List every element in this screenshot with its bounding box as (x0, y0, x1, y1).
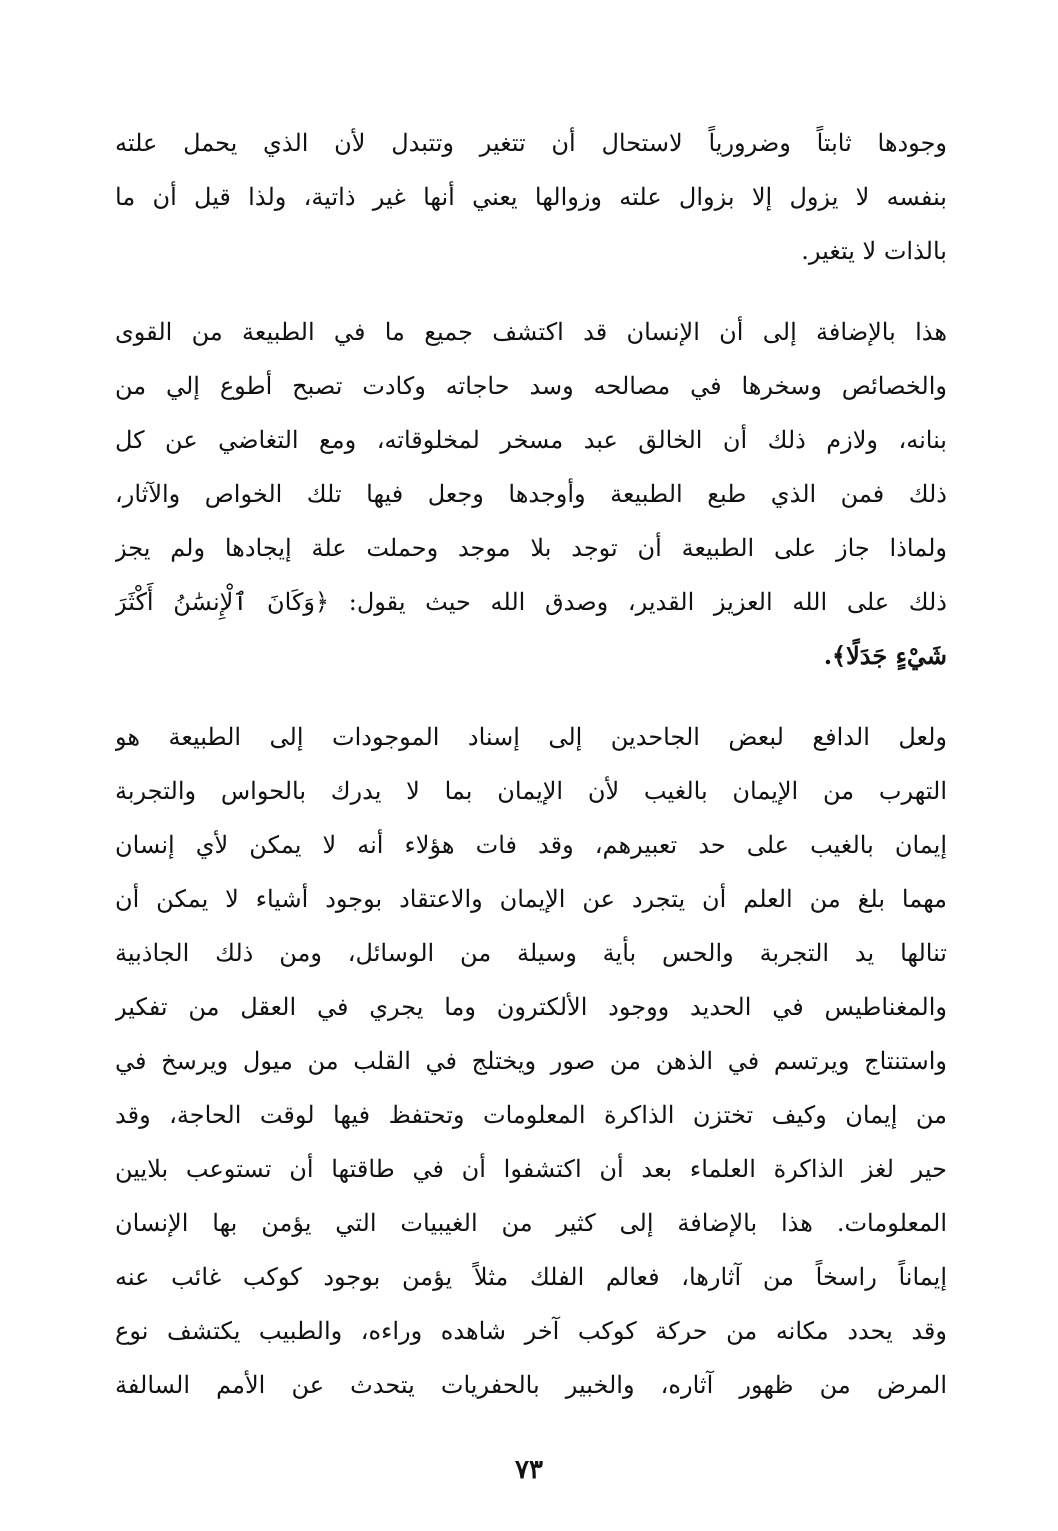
text-line: المعلومات. هذا بالإضافة إلى كثير من الغيبيات التي يؤمن بها الإنسان (115, 1209, 947, 1237)
text-line: بنفسه لا يزول إلا بزوال علته وزوالها يعني أنها غير ذاتية، ولذا قيل أن ما (115, 183, 947, 211)
text-line: وقد يحدد مكانه من حركة كوكب آخر شاهده وراءه، والطبيب يكتشف نوع (115, 1317, 947, 1345)
text-line: من إيمان وكيف تختزن الذاكرة المعلومات وتحتفظ فيها لوقت الحاجة، وقد (115, 1101, 947, 1129)
text-line: واستنتاج ويرتسم في الذهن من صور ويختلج في القلب من ميول ويرسخ في (115, 1047, 947, 1075)
quran-verse-line: شَيْءٍ جَدَلًا﴾. (823, 641, 947, 670)
text-line: والمغناطيس في الحديد ووجود الألكترون وما يجري في العقل من تفكير (115, 993, 947, 1021)
text-line: والخصائص وسخرها في مصالحه وسد حاجاته وكادت تصبح أطوع إلي من (115, 372, 947, 400)
text-line: وجودها ثابتاً وضرورياً لاستحال أن تتغير وتتبدل لأن الذي يحمل علته (115, 129, 947, 157)
text-line: مهما بلغ من العلم أن يتجرد عن الإيمان والاعتقاد بوجود أشياء لا يمكن أن (115, 885, 947, 913)
text-line: إيماناً راسخاً من آثارها، فعالم الفلك مثلاً يؤمن بوجود كوكب غائب عنه (115, 1263, 947, 1291)
paragraph-3 (115, 710, 947, 1412)
text-line: ذلك على الله العزيز القدير، وصدق الله حيث يقول: ﴿وَكَانَ ٱلْإِنسَٰنُ أَكْثَرَ (115, 588, 947, 616)
text-line: ذلك فمن الذي طبع الطبيعة وأوجدها وجعل فيها تلك الخواص والآثار، (115, 480, 947, 508)
paragraph-2 (115, 305, 947, 683)
paragraph-1 (115, 116, 947, 278)
text-line: التهرب من الإيمان بالغيب لأن الإيمان بما لا يدرك بالحواس والتجربة (115, 777, 947, 805)
text-line: تنالها يد التجربة والحس بأية وسيلة من الوسائل، ومن ذلك الجاذبية (115, 939, 947, 967)
text-line: ولماذا جاز على الطبيعة أن توجد بلا موجد وحملت علة إيجادها ولم يجز (115, 534, 947, 562)
page-number: ٧٣ (515, 1455, 543, 1485)
text-line: المرض من ظهور آثاره، والخبير بالحفريات يتحدث عن الأمم السالفة (115, 1371, 947, 1399)
text-line: بالذات لا يتغير. (801, 237, 947, 265)
text-line: إيمان بالغيب على حد تعبيرهم، وقد فات هؤلاء أنه لا يمكن لأي إنسان (115, 831, 947, 859)
text-line: هذا بالإضافة إلى أن الإنسان قد اكتشف جميع ما في الطبيعة من القوى (115, 318, 947, 346)
text-line: ولعل الدافع لبعض الجاحدين إلى إسناد الموجودات إلى الطبيعة هو (115, 723, 947, 751)
text-line: حير لغز الذاكرة العلماء بعد أن اكتشفوا أن في طاقتها أن تستوعب بلايين (115, 1155, 947, 1183)
text-line: بنانه، ولازم ذلك أن الخالق عبد مسخر لمخلوقاته، ومع التغاضي عن كل (115, 426, 947, 454)
